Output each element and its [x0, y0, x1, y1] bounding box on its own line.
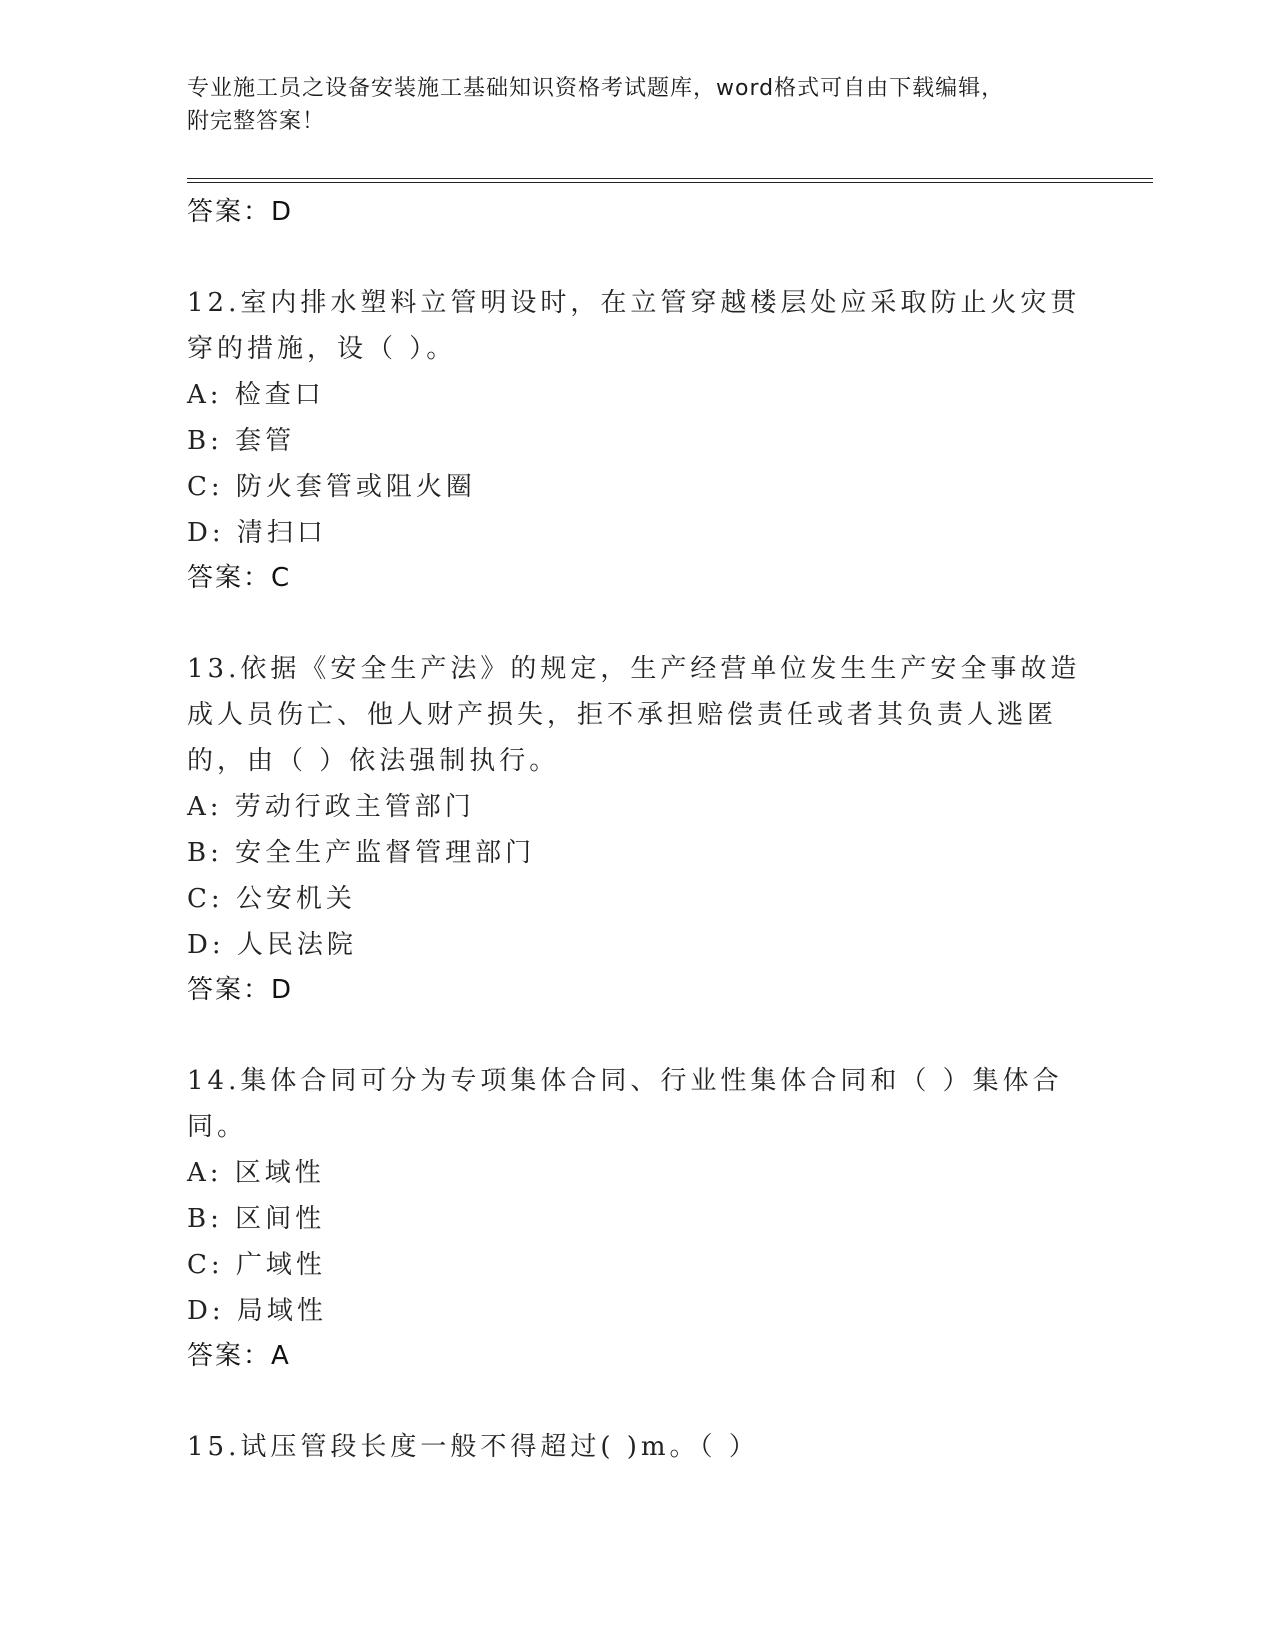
question-text: 14.集体合同可分为专项集体合同、行业性集体合同和（ ）集体合同。: [187, 1066, 1063, 1142]
option-c: C: 公安机关: [187, 884, 356, 914]
option-a: A: 检查口: [187, 380, 325, 410]
question-text: 15.试压管段长度一般不得超过( )m。（ ）: [187, 1432, 759, 1462]
option-d: D: 人民法院: [187, 930, 357, 960]
option-c: C: 广域性: [187, 1250, 326, 1280]
header-line-1: 专业施工员之设备安装施工基础知识资格考试题库，word格式可自由下载编辑，: [187, 76, 1005, 101]
document-body: [187, 190, 1087, 1470]
question-14: [187, 1058, 1087, 1379]
answer-line: 答案：A: [187, 1341, 291, 1371]
option-c: C: 防火套管或阻火圈: [187, 472, 476, 502]
option-b: B: 安全生产监督管理部门: [187, 838, 536, 868]
header-line-2: 附完整答案！: [187, 109, 326, 134]
answer-line: 答案：D: [187, 975, 294, 1005]
option-a: A: 劳动行政主管部门: [187, 792, 475, 822]
question-13: [187, 646, 1087, 1013]
question-15: [187, 1424, 1087, 1470]
option-b: B: 套管: [187, 426, 296, 456]
option-d: D: 清扫口: [187, 518, 327, 548]
question-12: [187, 280, 1087, 601]
answer-line: 答案：D: [187, 197, 294, 227]
question-text: 12.室内排水塑料立管明设时，在立管穿越楼层处应采取防止火灾贯穿的措施，设（ ）。: [187, 288, 1081, 364]
option-b: B: 区间性: [187, 1204, 326, 1234]
option-d: D: 局域性: [187, 1296, 327, 1326]
header-double-rule: [187, 178, 1153, 183]
option-a: A: 区域性: [187, 1158, 325, 1188]
answer-line: 答案：C: [187, 563, 292, 593]
question-text: 13.依据《安全生产法》的规定，生产经营单位发生生产安全事故造成人员伤亡、他人财产损失，拒不承担赔偿责任或者其负责人逃匿的，由（ ）依法强制执行。: [187, 654, 1081, 776]
document-header: [187, 72, 1087, 138]
